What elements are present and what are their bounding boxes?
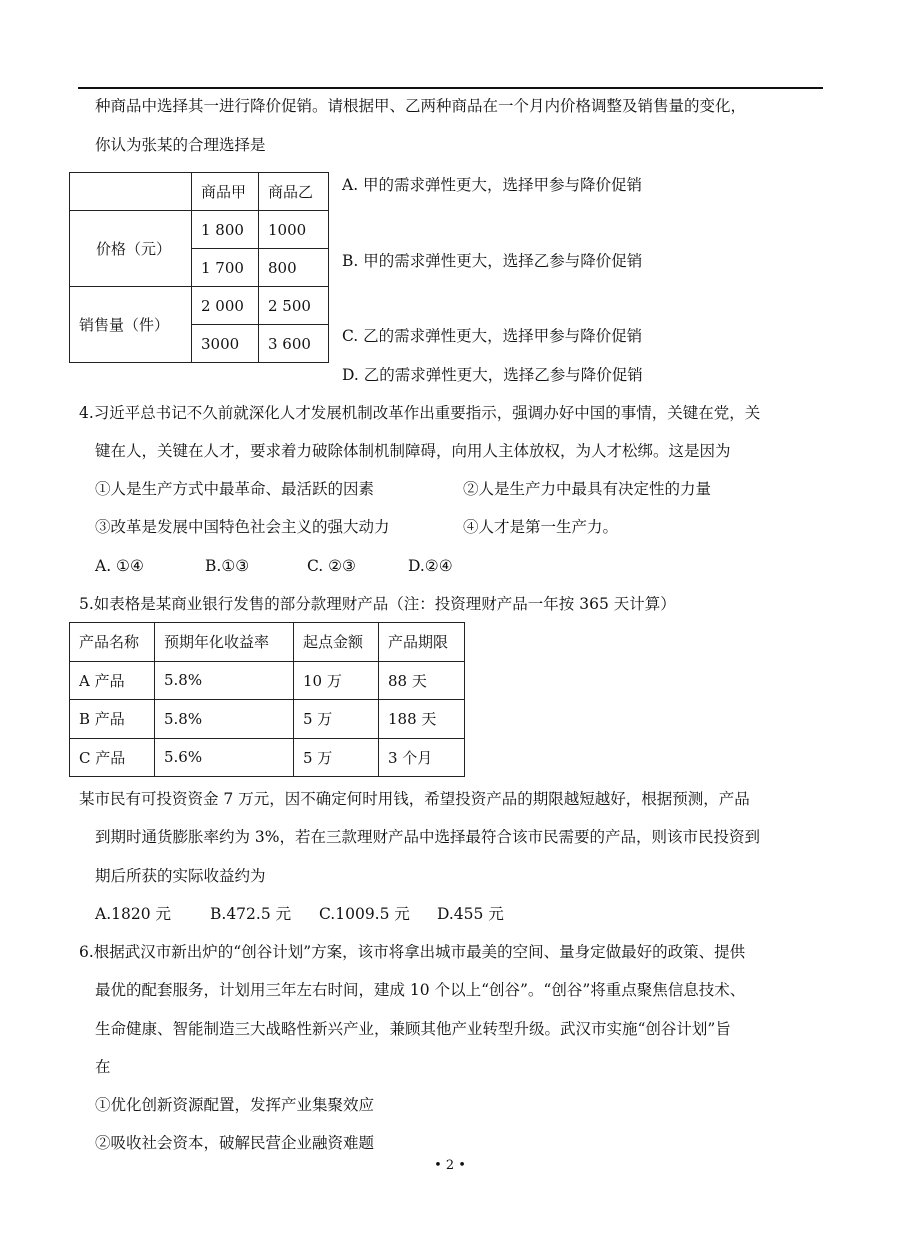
row-label-price: 价格（元） xyxy=(70,211,192,287)
q5-choice-c: C.1009.5 元 xyxy=(319,905,410,923)
q6-line-4: 在 xyxy=(95,1058,111,1076)
q6-item-1: ①优化创新资源配置，发挥产业集聚效应 xyxy=(95,1096,375,1114)
table-cell: 3000 xyxy=(192,325,259,363)
q3-price-sales-table xyxy=(69,172,329,363)
table-row xyxy=(70,623,465,662)
table-cell: 1000 xyxy=(259,211,329,249)
table-cell: 188 天 xyxy=(379,700,465,739)
q4-item-2: ②人是生产力中最具有决定性的力量 xyxy=(463,480,712,498)
header-rule xyxy=(78,87,823,89)
table-cell: 5.6% xyxy=(155,738,294,777)
q4-choice-d: D.②④ xyxy=(408,557,453,575)
page-number: • 2 • xyxy=(434,1158,466,1173)
table-cell: 2 500 xyxy=(259,287,329,325)
q4-choice-c: C. ②③ xyxy=(307,557,356,575)
table-row xyxy=(70,700,465,739)
table-cell: 5 万 xyxy=(294,738,379,777)
table-cell: 800 xyxy=(259,249,329,287)
table-cell: 5.8% xyxy=(155,661,294,700)
q5-choice-a: A.1820 元 xyxy=(95,905,171,923)
q3-option-a: A. 甲的需求弹性更大，选择甲参与降价促销 xyxy=(342,176,643,194)
q6-line-2: 最优的配套服务，计划用三年左右时间，建成 10 个以上“创谷”。“创谷”将重点聚焦信息技术、 xyxy=(95,981,746,999)
q4-item-3: ③改革是发展中国特色社会主义的强大动力 xyxy=(95,518,390,536)
table-row xyxy=(70,211,329,249)
q6-item-2: ②吸收社会资本，破解民营企业融资难题 xyxy=(95,1134,375,1152)
q5-line-3: 到期时通货膨胀率约为 3%，若在三款理财产品中选择最符合该市民需要的产品，则该市民投资到 xyxy=(95,828,761,846)
table-cell: A 产品 xyxy=(70,661,155,700)
q4-choice-a: A. ①④ xyxy=(95,557,144,575)
q6-line-3: 生命健康、智能制造三大战略性新兴产业，兼顾其他产业转型升级。武汉市实施“创谷计划”旨 xyxy=(95,1020,731,1038)
table-cell: 5 万 xyxy=(294,700,379,739)
table-cell: C 产品 xyxy=(70,738,155,777)
table-cell: 3 个月 xyxy=(379,738,465,777)
q3-option-b: B. 甲的需求弹性更大，选择乙参与降价促销 xyxy=(342,252,643,270)
q3-option-c: C. 乙的需求弹性更大，选择甲参与降价促销 xyxy=(342,327,643,345)
table-header: 商品乙 xyxy=(259,173,329,211)
table-row xyxy=(70,287,329,325)
table-cell: 3 600 xyxy=(259,325,329,363)
q4-item-4: ④人才是第一生产力。 xyxy=(463,518,619,536)
table-cell: 10 万 xyxy=(294,661,379,700)
table-cell: 5.8% xyxy=(155,700,294,739)
table-header: 产品名称 xyxy=(70,623,155,662)
table-cell: B 产品 xyxy=(70,700,155,739)
q5-line-2: 某市民有可投资资金 7 万元，因不确定何时用钱，希望投资产品的期限越短越好，根据预测，产品 xyxy=(79,790,750,808)
q4-line-1: 4.习近平总书记不久前就深化人才发展机制改革作出重要指示，强调办好中国的事情，关键在党，关 xyxy=(79,404,761,422)
q3-line-2: 你认为张某的合理选择是 xyxy=(95,136,266,154)
table-row xyxy=(70,738,465,777)
table-cell xyxy=(70,173,192,211)
q4-choice-b: B.①③ xyxy=(205,557,250,575)
table-cell: 88 天 xyxy=(379,661,465,700)
q5-product-table xyxy=(69,622,465,777)
table-header: 产品期限 xyxy=(379,623,465,662)
q3-line-1: 种商品中选择其一进行降价促销。请根据甲、乙两种商品在一个月内价格调整及销售量的变化， xyxy=(95,97,747,115)
table-cell: 1 800 xyxy=(192,211,259,249)
q4-item-1: ①人是生产方式中最革命、最活跃的因素 xyxy=(95,480,375,498)
q5-choice-b: B.472.5 元 xyxy=(210,905,292,923)
q5-line-1: 5.如表格是某商业银行发售的部分款理财产品（注：投资理财产品一年按 365 天计算） xyxy=(79,595,676,613)
q5-choice-d: D.455 元 xyxy=(437,905,504,923)
q4-line-2: 键在人，关键在人才，要求着力破除体制机制障碍，向用人主体放权，为人才松绑。这是因为 xyxy=(95,442,731,460)
table-cell: 1 700 xyxy=(192,249,259,287)
q3-option-d: D. 乙的需求弹性更大，选择乙参与降价促销 xyxy=(342,366,643,384)
q5-line-4: 期后所获的实际收益约为 xyxy=(95,867,266,885)
table-row xyxy=(70,661,465,700)
q6-line-1: 6.根据武汉市新出炉的“创谷计划”方案，该市将拿出城市最美的空间、量身定做最好的政策、提供 xyxy=(79,943,746,961)
table-header: 预期年化收益率 xyxy=(155,623,294,662)
table-header: 起点金额 xyxy=(294,623,379,662)
row-label-sales: 销售量（件） xyxy=(70,287,192,363)
table-row xyxy=(70,173,329,211)
table-header: 商品甲 xyxy=(192,173,259,211)
table-cell: 2 000 xyxy=(192,287,259,325)
